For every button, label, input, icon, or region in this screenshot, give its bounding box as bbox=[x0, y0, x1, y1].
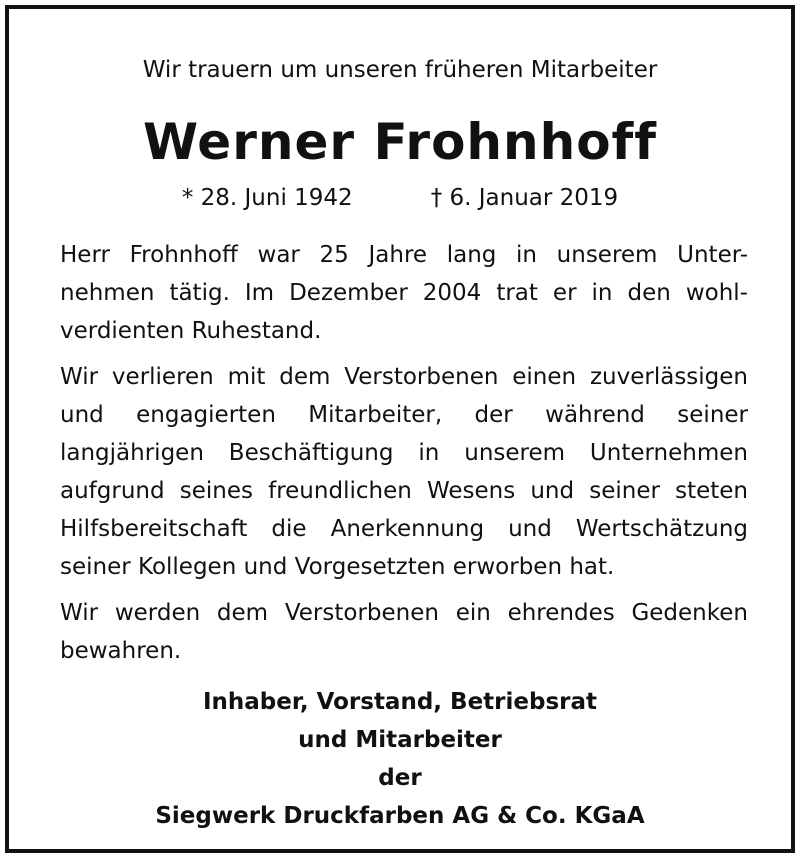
body-line: aufgrund seines freundlichen Wesens und seiner steten bbox=[60, 478, 748, 504]
company-name: Siegwerk Druckfarben AG & Co. KGaA bbox=[155, 803, 645, 829]
signature-line-2: und Mitarbeiter bbox=[298, 727, 502, 753]
obituary-notice bbox=[5, 5, 795, 853]
body-line: Wir verlieren mit dem Verstorbenen einen zuverlässigen bbox=[60, 364, 748, 390]
intro-text: Wir trauern um unseren früheren Mitarbeiter bbox=[142, 57, 658, 83]
signature-line-3: der bbox=[378, 765, 422, 791]
body-line: Herr Frohnhoff war 25 Jahre lang in unserem Unter- bbox=[60, 242, 748, 268]
body-line: seiner Kollegen und Vorgesetzten erworben hat. bbox=[60, 554, 615, 580]
paragraph-service bbox=[60, 236, 748, 350]
body-line: Hilfsbereitschaft die Anerkennung und Wertschätzung bbox=[60, 516, 748, 542]
body-line: Wir werden dem Verstorbenen ein ehrendes Gedenken bbox=[60, 600, 748, 626]
body-line: nehmen tätig. Im Dezember 2004 trat er in den wohl- bbox=[60, 280, 748, 306]
body-line: und engagierten Mitarbeiter, der während seiner bbox=[60, 402, 748, 428]
body-line: verdienten Ruhestand. bbox=[60, 318, 322, 344]
body-line: bewahren. bbox=[60, 638, 182, 664]
body-line: langjährigen Beschäftigung in unserem Unternehmen bbox=[60, 440, 748, 466]
signature-line-1: Inhaber, Vorstand, Betriebsrat bbox=[202, 689, 598, 715]
birth-date: * 28. Juni 1942 bbox=[181, 185, 353, 211]
death-date: † 6. Januar 2019 bbox=[430, 185, 619, 211]
paragraph-remembrance bbox=[60, 594, 748, 670]
signature-block bbox=[9, 683, 791, 835]
paragraph-tribute bbox=[60, 358, 748, 586]
life-dates bbox=[9, 183, 791, 213]
deceased-name: Werner Frohnhoff bbox=[142, 113, 658, 171]
obituary-body bbox=[60, 236, 748, 678]
